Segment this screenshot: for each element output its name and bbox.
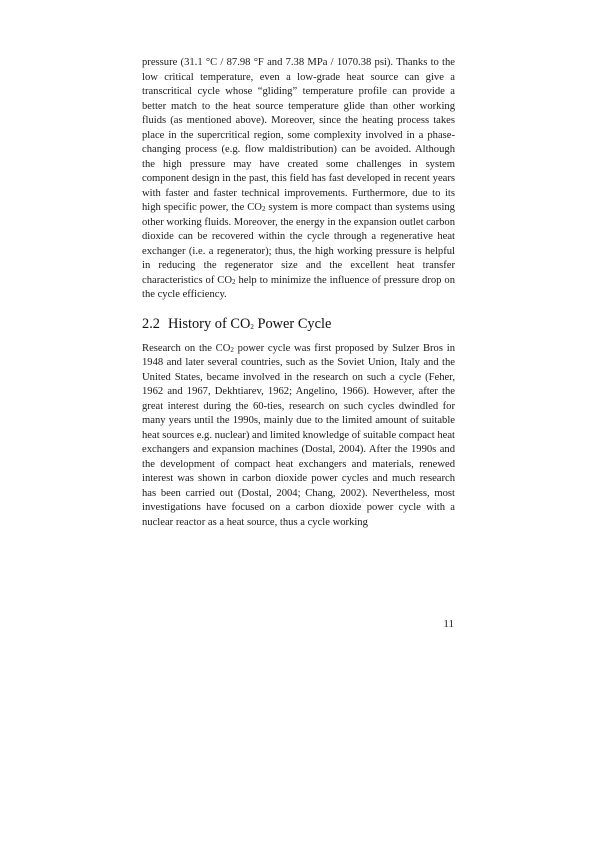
- paragraph-co2-advantages: [142, 56, 455, 303]
- page-number: 11: [443, 618, 454, 630]
- section-number: 2.2: [142, 315, 160, 332]
- text-run: system is more compact than systems using other working fluids. Moreover, the energy in the expansion outlet carbon dioxide can be recovered within the cycle through a regenerative heat exchanger (i.e. a regenerator); thus, the high working pressure is helpful in reducing the regenerator size and the excellent heat transfer characteristics of CO: [142, 202, 455, 286]
- text-run: Research on the CO: [142, 342, 231, 354]
- page-body: [142, 56, 455, 530]
- paragraph-history: [142, 342, 455, 531]
- section-heading: [142, 315, 455, 333]
- text-run: pressure (31.1 °C / 87.98 °F and 7.38 MPa / 1070.38 psi). Thanks to the low critical temperature, even a low-grade heat source can give a transcritical cycle whose “gliding” temperature profile can provide a better match to the heat source temperature glide than other working fluids (as mentioned above). Moreover, since the heating process takes place in the supercritical region, some complexity involved in a phase-changing process (e.g. flow maldistribution) can be avoided. Although the high pressure may have created some challenges in system component design in the past, this field has fast developed in recent years with faster and faster technical improvements. Furthermore, due to its high specific power, the CO: [142, 57, 455, 213]
- subscript: 2: [250, 322, 254, 331]
- section-title-part: Power Cycle: [253, 315, 332, 332]
- subscript: 2: [232, 277, 236, 286]
- subscript: 2: [261, 205, 266, 213]
- subscript: 2: [230, 345, 234, 354]
- section-title-part: History of CO: [168, 315, 251, 332]
- text-run: help to minimize the influence of pressure drop on the cycle efficiency.: [142, 274, 455, 300]
- text-run: power cycle was first proposed by Sulzer Bros in 1948 and later several countries, such as the Soviet Union, Italy and the United States, became involved in the research on such a cycle (Feher, 1962 and 1967, Dekhtiarev, 1962; Angelino, 1966). However, after the great interest during the 60-ties, research on such cycles dwindled for many years until the 1990s, mainly due to the limited amount of suitable heat sources e.g. nuclear) and limited knowledge of suitable compact heat exchangers and expansion machines (Dostal, 2004). After the 1990s and the development of compact heat exchangers and materials, renewed interest was shown in carbon dioxide power cycles and much research has been carried out (Dostal, 2004; Chang, 2002). Nevertheless, most investigations have focused on a carbon dioxide power cycle with a nuclear reactor as a heat source, thus a cycle working: [142, 342, 455, 528]
